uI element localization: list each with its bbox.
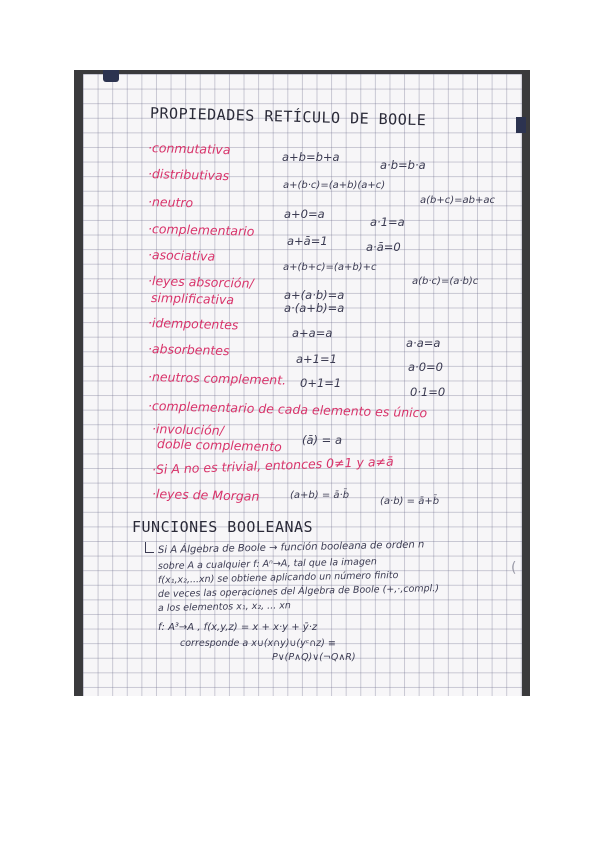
- formula: a+1=1: [296, 352, 337, 366]
- property-name: ·Si A no es trivial, entonces 0≠1 y a≠ā: [151, 453, 394, 477]
- formula: a·(a+b)=a: [284, 301, 345, 315]
- formula: a+b=b+a: [282, 150, 340, 164]
- section-title: FUNCIONES BOOLEANAS: [132, 518, 314, 536]
- formula: a+ā=1: [287, 234, 328, 248]
- formula: a+0=a: [284, 207, 325, 221]
- property-name: ·involución/: [151, 421, 225, 438]
- property-name: ·conmutativa: [147, 140, 231, 158]
- property-name: ·complementario de cada elemento es único: [147, 398, 428, 421]
- formula: a·a=a: [406, 336, 441, 350]
- example-line: corresponde a x∪(x∩y)∪(yᶜ∩z) ≡: [180, 638, 336, 649]
- formula: 0+1=1: [300, 376, 342, 390]
- property-name: ·leyes de Morgan: [151, 486, 260, 504]
- formula: a·1=a: [370, 215, 405, 229]
- property-name: ·idempotentes: [147, 315, 239, 333]
- property-name: ·distributivas: [147, 166, 230, 184]
- formula: (ā) = a: [302, 433, 343, 447]
- margin-mark: (: [511, 560, 517, 576]
- property-name: ·asociativa: [147, 247, 216, 264]
- property-name-cont: simplificativa: [150, 290, 235, 308]
- property-name: ·absorbentes: [147, 341, 230, 359]
- example-line: f: A³→A , f(x,y,z) = x + x·y + ȳ·z: [158, 622, 318, 633]
- definition-line: a los elementos x₁, x₂, ... xn: [157, 600, 291, 614]
- formula: a+(b·c)=(a+b)(a+c): [283, 180, 386, 191]
- definition-line: sobre A a cualquier f: Aⁿ→A, tal que la imagen: [157, 556, 377, 572]
- formula: a·b=b·a: [380, 158, 426, 172]
- formula: a(b+c)=ab+ac: [420, 195, 496, 206]
- property-name: ·leyes absorción/: [147, 273, 254, 291]
- formula: 0·1=0: [410, 385, 446, 399]
- page-marker: [516, 117, 526, 133]
- arrow-icon: [145, 542, 154, 553]
- definition-line: f(x₁,x₂,...xn) se obtiene aplicando un número finito: [157, 569, 399, 586]
- property-name: ·neutros complement.: [147, 369, 287, 388]
- definition-line: de veces las operaciones del Álgebra de Boole (+,·,compl.): [157, 583, 440, 600]
- property-name-cont: doble complemento: [156, 436, 282, 455]
- formula: (a+b) = ā·b̄: [290, 490, 350, 501]
- example-line: P∨(P∧Q)∨(¬Q∧R): [272, 652, 356, 663]
- page-title: PROPIEDADES RETÍCULO DE BOOLE: [149, 104, 427, 130]
- formula: a(b·c)=(a·b)c: [412, 276, 479, 287]
- formula: a+(b+c)=(a+b)+c: [283, 262, 377, 273]
- formula: a+(a·b)=a: [284, 288, 345, 302]
- formula: a·0=0: [408, 360, 443, 374]
- property-name: ·neutro: [147, 194, 194, 211]
- definition-line: Si A Álgebra de Boole → función booleana de orden n: [157, 539, 425, 556]
- property-name: ·complementario: [147, 221, 255, 239]
- formula: a+a=a: [292, 326, 333, 340]
- formula: (a·b) = ā+b̄: [380, 496, 440, 507]
- formula: a·ā=0: [366, 240, 401, 254]
- binder-tab: [103, 70, 119, 82]
